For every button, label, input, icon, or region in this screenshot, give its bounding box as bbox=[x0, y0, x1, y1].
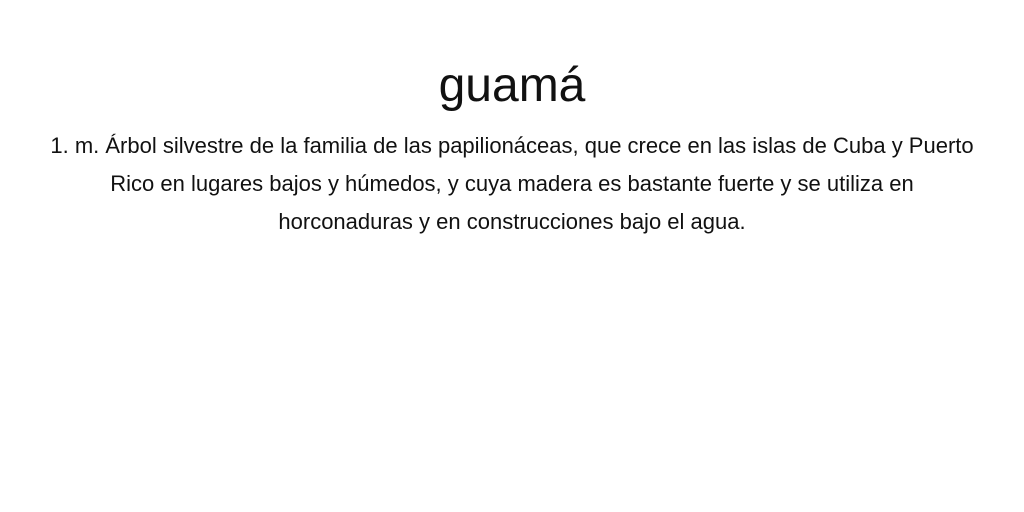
definition-text: 1. m. Árbol silvestre de la familia de las papilionáceas, que crece en las islas de Cuba y Puerto Rico en lugares bajos y húmedos, y cuya madera es bastante fuerte y se utiliza en horconaduras y en construcciones bajo el agua. bbox=[50, 133, 974, 234]
headword: guamá bbox=[438, 59, 586, 112]
